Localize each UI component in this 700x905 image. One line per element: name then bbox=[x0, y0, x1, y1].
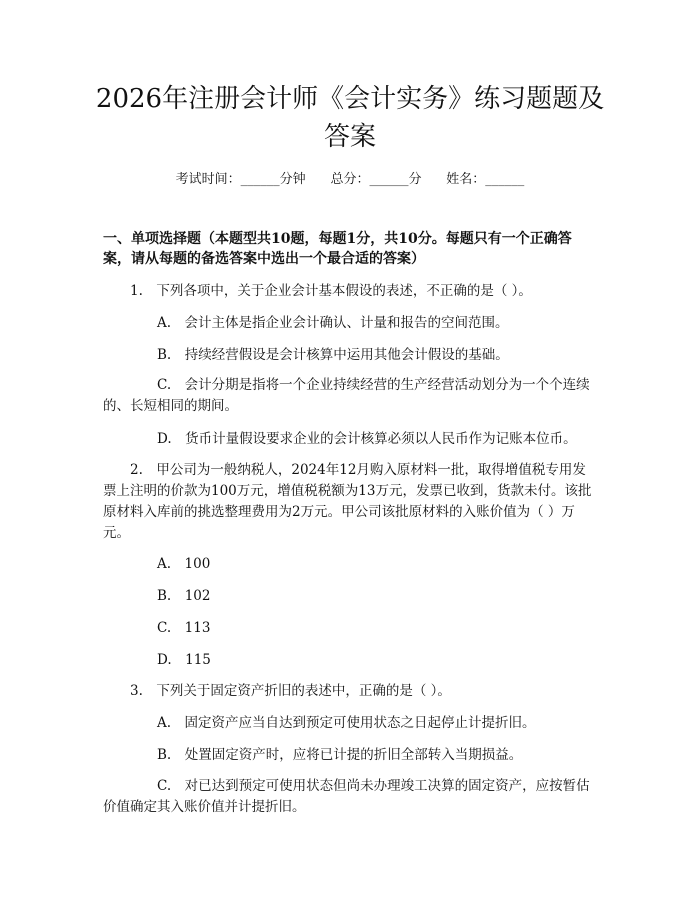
question-2-option-b: B. 102 bbox=[157, 588, 211, 604]
question-1-option-b: B. 持续经营假设是会计核算中运用其他会计假设的基础。 bbox=[157, 347, 509, 363]
question-2-option-a: A. 100 bbox=[157, 556, 211, 572]
question-1-stem: 1. 下列各项中，关于企业会计基本假设的表述，不正确的是（ ）。 bbox=[130, 283, 532, 299]
question-1-option-c: C. 会计分期是指将一个企业持续经营的生产经营活动划分为一个个连续的、长短相同的期间。 bbox=[103, 377, 590, 414]
student-name: 姓名：______ bbox=[446, 172, 525, 187]
document-title: 2026年注册会计师《会计实务》练习题题及答案 bbox=[95, 84, 605, 152]
section-heading: 一、单项选择题（本题型共10题，每题1分，共10分。每题只有一个正确答案，请从每题的备选答案中选出一个最合适的答案） bbox=[103, 231, 572, 267]
question-2-option-c: C. 113 bbox=[157, 620, 211, 636]
exam-time: 考试时间：______分钟 bbox=[175, 172, 306, 187]
question-3-option-a: A. 固定资产应当自达到预定可使用状态之日起停止计提折旧。 bbox=[157, 715, 536, 731]
question-3-option-c: C. 对已达到预定可使用状态但尚未办理竣工决算的固定资产，应按暂估价值确定其入账价值并计提折旧。 bbox=[103, 778, 590, 815]
question-1-option-d: D. 货币计量假设要求企业的会计核算必须以人民币作为记账本位币。 bbox=[157, 431, 577, 447]
question-3-stem: 3. 下列关于固定资产折旧的表述中，正确的是（ ）。 bbox=[130, 683, 451, 699]
total-score: 总分：______分 bbox=[330, 172, 422, 187]
question-2-stem: 2. 甲公司为一般纳税人，2024年12月购入原材料一批，取得增值税专用发票上注明的价款为100万元，增值税税额为13万元，发票已收到，货款未付。该批原材料入库前的挑选整理费用为2万元。甲公司该批原材料的入账价值为（ ）万元。 bbox=[103, 462, 592, 541]
question-3-option-b: B. 处置固定资产时，应将已计提的折旧全部转入当期损益。 bbox=[157, 747, 523, 763]
question-1-option-a: A. 会计主体是指企业会计确认、计量和报告的空间范围。 bbox=[157, 315, 509, 331]
exam-meta bbox=[0, 168, 700, 187]
question-2-option-d: D. 115 bbox=[157, 652, 211, 668]
